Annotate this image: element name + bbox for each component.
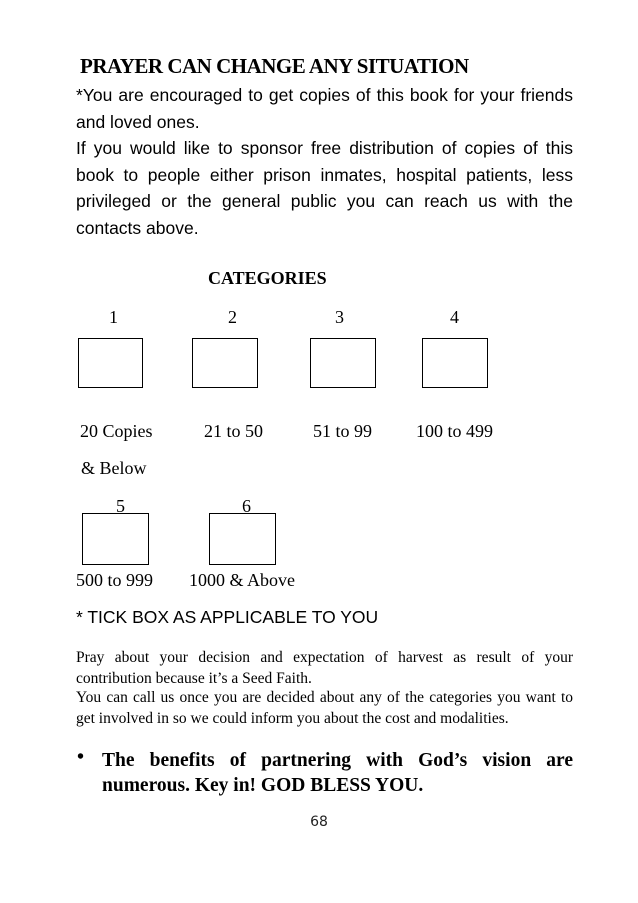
category-1-checkbox[interactable] — [78, 338, 143, 388]
category-number-4: 4 — [450, 307, 459, 327]
intro-paragraph-2: If you would like to sponsor free distribution of copies of this book to people either prison inmates, hospital patients, less privileged or the general public you can reach us with the contacts above. — [76, 138, 573, 238]
category-number-2: 2 — [228, 307, 237, 327]
intro-paragraph-1: *You are encouraged to get copies of this book for your friends and loved ones. — [76, 85, 573, 132]
page-number: 68 — [310, 814, 328, 830]
category-3-checkbox[interactable] — [310, 338, 376, 388]
category-number-6: 6 — [242, 496, 251, 516]
bullet-statement: The benefits of partnering with God’s vision are numerous. Key in! GOD BLESS YOU. — [102, 750, 573, 796]
pray-paragraph: Pray about your decision and expectation of harvest as result of your contribution because it’s a Seed Faith. — [76, 649, 573, 687]
call-paragraph: You can call us once you are decided about any of the categories you want to get involved in so we could inform you about the cost and modalities. — [76, 689, 573, 727]
bullet-icon: • — [77, 746, 85, 768]
category-4-label: 100 to 499 — [416, 421, 494, 441]
category-2-checkbox[interactable] — [192, 338, 258, 388]
category-1-label: 20 Copies — [80, 421, 153, 441]
category-2-label: 21 to 50 — [204, 421, 264, 441]
category-number-1: 1 — [109, 307, 118, 327]
category-6-label: 1000 & Above — [189, 570, 295, 590]
page-title: PRAYER CAN CHANGE ANY SITUATION — [80, 54, 469, 78]
category-1-label-extra: & Below — [81, 458, 147, 478]
category-4-checkbox[interactable] — [422, 338, 488, 388]
category-5-checkbox[interactable] — [82, 513, 149, 565]
category-5-label: 500 to 999 — [76, 570, 154, 590]
tick-instruction: * TICK BOX AS APPLICABLE TO YOU — [76, 607, 379, 627]
categories-heading: CATEGORIES — [208, 268, 327, 288]
category-number-5: 5 — [116, 496, 125, 516]
category-number-3: 3 — [335, 307, 344, 327]
category-3-label: 51 to 99 — [313, 421, 373, 441]
category-6-checkbox[interactable] — [209, 513, 276, 565]
